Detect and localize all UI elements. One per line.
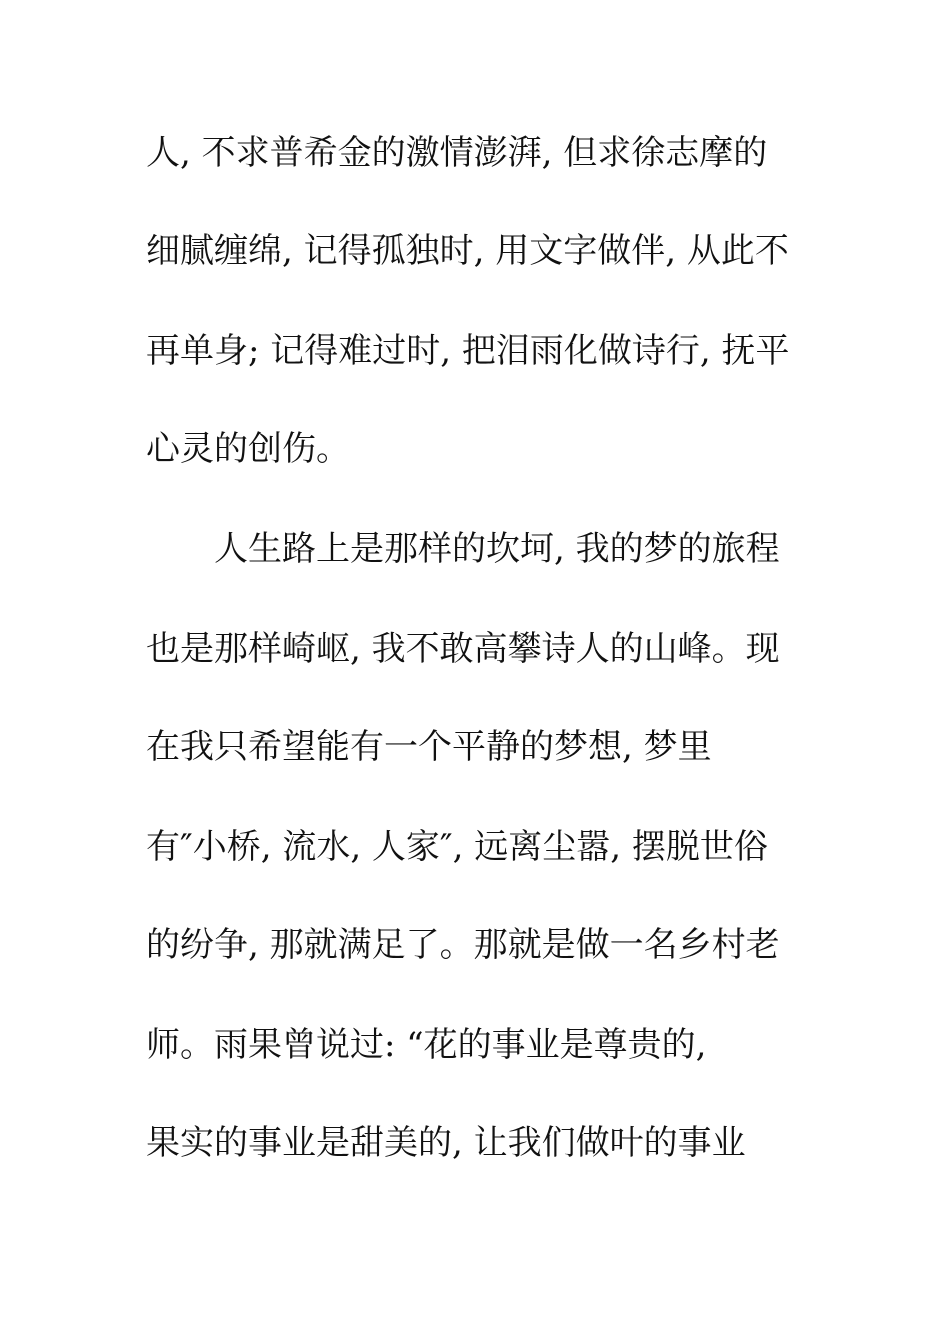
paragraph-line: 有″小桥, 流水, 人家″, 远离尘嚣, 摆脱世俗 [146, 827, 768, 867]
paragraph-line: 果实的事业是甜美的, 让我们做叶的事业 [146, 1123, 746, 1163]
paragraph-line: 细腻缠绵, 记得孤独时, 用文字做伴, 从此不 [146, 231, 789, 271]
paragraph-line: 的纷争, 那就满足了。那就是做一名乡村老 [146, 925, 780, 965]
paragraph-line: 也是那样崎岖, 我不敢高攀诗人的山峰。现 [146, 629, 780, 669]
paragraph-line: 人, 不求普希金的激情澎湃, 但求徐志摩的 [146, 133, 768, 173]
paragraph-line: 心灵的创伤。 [146, 429, 350, 469]
paragraph-line: 在我只希望能有一个平静的梦想, 梦里 [146, 727, 712, 767]
paragraph-line: 师。雨果曾说过: “花的事业是尊贵的, [146, 1025, 707, 1065]
paragraph-first-line: 人生路上是那样的坎坷, 我的梦的旅程 [214, 529, 780, 569]
paragraph-line: 再单身; 记得难过时, 把泪雨化做诗行, 抚平 [146, 331, 790, 371]
